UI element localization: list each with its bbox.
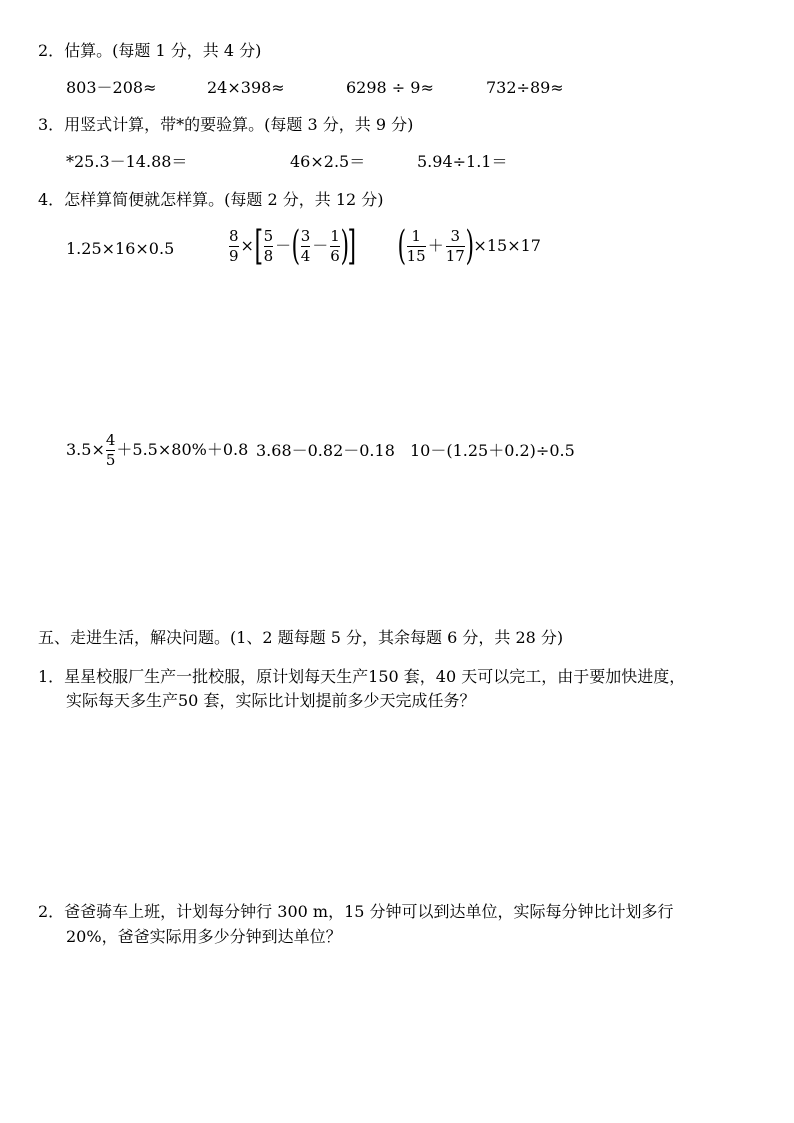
q3-title: 3．用竖式计算，带*的要验算。(每题 3 分，共 9 分) <box>38 115 414 134</box>
fraction: $\frac{3}{17}$ <box>445 227 465 265</box>
q2-item-4: 732÷89≈ <box>486 78 564 97</box>
q2-item-2: 24×398≈ <box>207 78 285 97</box>
minus-sign: － <box>312 236 329 255</box>
minus-sign: － <box>275 236 292 255</box>
section5-title: 五、走进生活，解决问题。(1、2 题每题 5 分，其余每题 6 分，共 28 分) <box>38 628 564 647</box>
expr-tail: ＋5.5×80%＋0.8 <box>116 440 249 459</box>
fraction: $\frac{4}{5}$ <box>105 431 116 469</box>
q4-expr-1: 1.25×16×0.5 <box>66 239 175 258</box>
q3-item-1: *25.3－14.88＝ <box>66 152 188 171</box>
left-paren: ( <box>291 223 301 269</box>
problem-1-line-2: 实际每天多生产50 套，实际比计划提前多少天完成任务？ <box>66 691 476 710</box>
q4-expr-4 <box>66 432 248 468</box>
q2-title: 2．估算。(每题 1 分，共 4 分) <box>38 41 262 60</box>
q3-item-3: 5.94÷1.1＝ <box>417 152 508 171</box>
problem-2-line-2: 20%，爸爸实际用多少分钟到达单位？ <box>66 927 342 946</box>
problem-2-line-1: 2．爸爸骑车上班，计划每分钟行 300 m，15 分钟可以到达单位，实际每分钟比计划多行 <box>38 902 674 921</box>
q3-item-2: 46×2.5＝ <box>290 152 366 171</box>
expr-head: 3.5× <box>66 440 105 459</box>
plus-sign: ＋ <box>427 236 444 255</box>
q4-expr-3 <box>397 223 541 269</box>
right-paren: ) <box>465 223 474 269</box>
fraction: $\frac{1}{6}$ <box>330 227 340 265</box>
right-bracket: ] <box>347 223 357 269</box>
q4-expr-5: 3.68－0.82－0.18 <box>256 441 395 460</box>
q4-title: 4．怎样算简便就怎样算。(每题 2 分，共 12 分) <box>38 190 384 209</box>
fraction: $\frac{8}{9}$ <box>229 227 239 265</box>
q2-item-3: 6298 ÷ 9≈ <box>346 78 434 97</box>
problem-1-line-1: 1．星星校服厂生产一批校服，原计划每天生产150 套，40 天可以完工，由于要加快进度， <box>38 667 686 686</box>
left-bracket: [ <box>254 223 264 269</box>
expr-tail: ×15×17 <box>473 236 541 255</box>
fraction: $\frac{5}{8}$ <box>263 227 274 265</box>
times-sign: × <box>240 236 254 255</box>
q2-item-1: 803－208≈ <box>66 78 157 97</box>
q4-expr-2 <box>228 223 357 269</box>
fraction: $\frac{3}{4}$ <box>300 227 311 265</box>
right-paren: ) <box>340 223 349 269</box>
q4-expr-6: 10－(1.25＋0.2)÷0.5 <box>410 441 575 460</box>
left-paren: ( <box>397 223 407 269</box>
fraction: $\frac{1}{15}$ <box>406 227 426 265</box>
